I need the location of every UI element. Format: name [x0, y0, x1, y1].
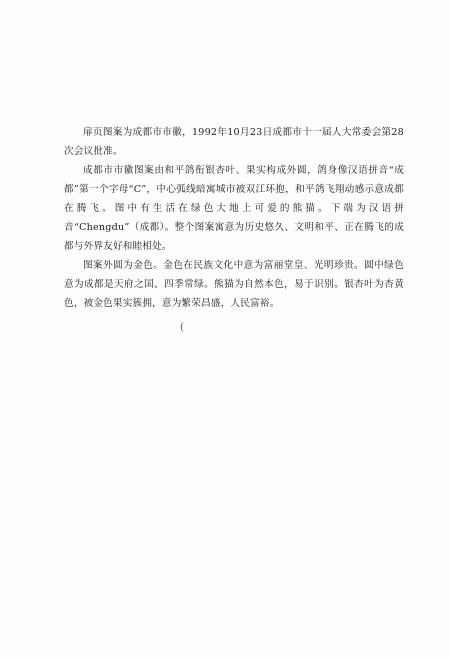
- stray-mark: (: [180, 322, 184, 333]
- paragraph-emblem-colors: 图案外圆为金色。金色在民族文化中意为富丽堂皇、光明珍贵。圆中绿色意为成都是天府之国、四季常绿。熊猫为自然本色，易于识别。银杏叶为杏黄色，被金色果实簇拥，意为繁荣昌盛，人民富裕。: [64, 260, 404, 309]
- body-text: [64, 123, 404, 313]
- paragraph-emblem-design: 成都市市徽图案由和平鸽衔银杏叶、果实构成外圆，鸽身像汉语拼音“成都”第一个字母“C”，中心弧线暗寓城市被双江环抱，和平鸽飞翔动感示意成都在腾飞。图中有生活在绿色大地上可爱的熊猫。下端为汉语拼音“Chengdu”（成都）。整个图案寓意为历史悠久、文明和平、正在腾飞的成都与外界友好和睦相处。: [64, 165, 404, 252]
- paragraph-frontispiece-note: 扉页图案为成都市市徽，1992年10月23日成都市十一届人大常委会第28次会议批准。: [64, 127, 404, 157]
